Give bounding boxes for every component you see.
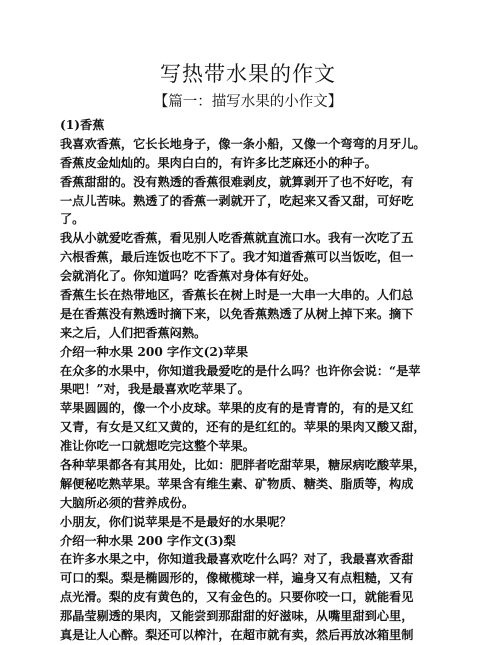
text-line: 可口的梨。梨是椭圆形的，像橄榄球一样，遍身又有点粗糙，又有 <box>60 571 414 586</box>
text-line: (1)香蕉 <box>60 118 105 132</box>
text-line: 了。 <box>60 212 85 227</box>
text-line: 在众多的水果中，你知道我最爱吃的是什么吗？也许你会说：“是苹 <box>60 363 421 378</box>
text-line: 解便秘吃熟苹果。苹果含有维生素、矿物质、糖类、脂质等，构成 <box>60 476 414 491</box>
text-line: 准让你吃一口就想吃完这整个苹果。 <box>60 439 255 454</box>
text-line: 介绍一种水果 200 字作文(3)梨 <box>60 533 236 548</box>
document-subtitle: 【篇一：描写水果的小作文】 <box>153 94 343 110</box>
text-line: 苹果圆圆的，像一个小皮球。苹果的皮有的是青青的，有的是又红 <box>60 401 414 416</box>
text-line: 会就消化了。你知道吗？吃香蕉对身体有好处。 <box>60 269 316 284</box>
text-line: 真是让人心醉。梨还可以榨汁，在超市就有卖，然后再放冰箱里制 <box>60 628 414 643</box>
text-line: 小朋友，你们说苹果是不是最好的水果呢？ <box>60 514 292 529</box>
text-line: 来之后，人们把香蕉闷熟。 <box>60 325 207 340</box>
document-title: 写热带水果的作文 <box>160 62 336 86</box>
text-line: 那晶莹剔透的果肉，又能尝到那甜甜的好滋味，从嘴里甜到心里， <box>60 609 414 624</box>
document-body <box>60 116 444 645</box>
text-line: 香蕉甜甜的。没有熟透的香蕉很难剥皮，就算剥开了也不好吃，有 <box>60 174 414 189</box>
text-line: 在许多水果之中，你知道我最喜欢吃什么吗？对了，我最喜欢香甜 <box>60 552 414 567</box>
text-line: 一点儿苦味。熟透了的香蕉一剥就开了，吃起来又香又甜，可好吃 <box>60 193 414 208</box>
text-line: 香蕉生长在热带地区，香蕉长在树上时是一大串一大串的。人们总 <box>60 288 414 303</box>
text-line: 香蕉皮金灿灿的。果肉白白的，有许多比芝麻还小的种子。 <box>60 155 377 170</box>
text-line: 六根香蕉，最后连饭也吃不下了。我才知道香蕉可以当饭吃，但一 <box>60 250 414 265</box>
text-line: 大脑所必须的营养成份。 <box>60 495 195 510</box>
text-line: 果吧！”对，我是最喜欢吃苹果了。 <box>60 382 250 397</box>
text-line: 点光滑。梨的皮有黄色的，又有金色的。只要你咬一口，就能看见 <box>60 590 414 605</box>
text-line: 是在香蕉没有熟透时摘下来，以免香蕉熟透了从树上掉下来。摘下 <box>60 306 414 321</box>
text-line: 我喜欢香蕉，它长长地身子，像一条小船，又像一个弯弯的月牙儿。 <box>60 136 426 151</box>
text-line: 各种苹果都各有其用处，比如：肥胖者吃甜苹果，糖尿病吃酸苹果， <box>60 458 426 473</box>
text-line: 我从小就爱吃香蕉，看见别人吃香蕉就直流口水。我有一次吃了五 <box>60 231 414 246</box>
text-line: 介绍一种水果 200 字作文(2)苹果 <box>60 344 249 359</box>
text-line: 又青，有女是又红又黄的，还有的是红红的。苹果的果肉又酸又甜， <box>60 420 426 435</box>
